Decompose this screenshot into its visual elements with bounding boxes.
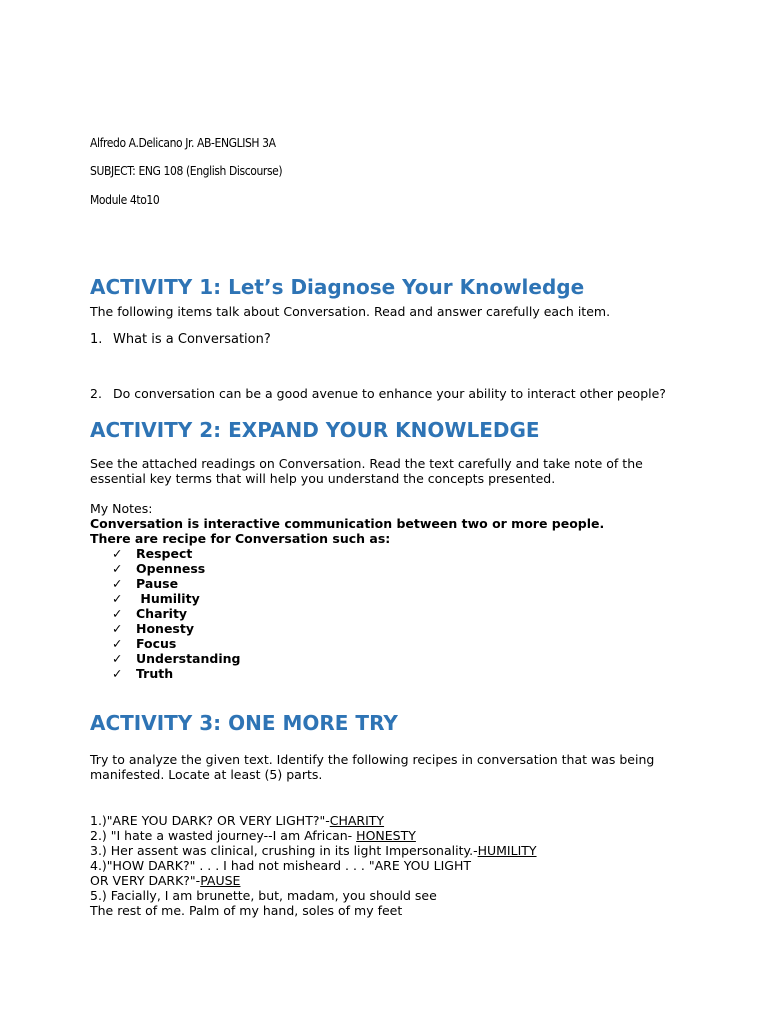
checkmark-icon: ✓ <box>112 606 123 621</box>
answer-label: PAUSE <box>200 873 241 888</box>
checkmark-icon: ✓ <box>112 561 123 576</box>
activity3-title: ACTIVITY 3: ONE MORE TRY <box>90 711 398 735</box>
list-item: ✓ Honesty <box>112 621 194 636</box>
checkmark-icon: ✓ <box>112 546 123 561</box>
list-item: ✓ Truth <box>112 666 174 681</box>
question-1 <box>90 332 271 348</box>
analysis-lines <box>90 813 537 918</box>
list-item: ✓ Humility <box>112 591 200 606</box>
text-line: The rest of me. Palm of my hand, soles of my feet <box>90 903 403 918</box>
activity3-intro: Try to analyze the given text. Identify the following recipes in conversation that was being manifested. Locate at least (5) parts. <box>90 752 655 782</box>
text-line: 4.)"HOW DARK?" . . . I had not misheard . . . "ARE YOU LIGHT <box>90 858 471 873</box>
checkmark-icon: ✓ <box>112 621 123 636</box>
answer-label: HUMILITY <box>477 843 537 858</box>
question-text: What is a Conversation? <box>113 332 271 347</box>
list-item: ✓ Respect <box>112 546 193 561</box>
checkmark-icon: ✓ <box>112 666 123 681</box>
question-number: 1. <box>90 332 103 347</box>
activity1-intro: The following items talk about Conversation. Read and answer carefully each item. <box>90 304 611 319</box>
text-line: 2.) "I hate a wasted journey--I am African- HONESTY <box>90 828 416 843</box>
list-item: ✓ Focus <box>112 636 177 651</box>
activity2-title: ACTIVITY 2: EXPAND YOUR KNOWLEDGE <box>90 418 540 442</box>
activity2-intro: See the attached readings on Conversation. Read the text carefully and take note of the essential key terms that will help you understand the concepts presented. <box>90 456 643 486</box>
answer-label: HONESTY <box>356 828 416 843</box>
list-item: ✓ Charity <box>112 606 188 621</box>
author-line: Alfredo A.Delicano Jr. AB-ENGLISH 3A <box>90 136 276 150</box>
text-line: 3.) Her assent was clinical, crushing in its light Impersonality.-HUMILITY <box>90 843 537 858</box>
question-2 <box>90 386 666 402</box>
recipe-intro: There are recipe for Conversation such as: <box>90 531 391 546</box>
text-line: OR VERY DARK?"-PAUSE <box>90 873 241 888</box>
subject-line: SUBJECT: ENG 108 (English Discourse) <box>90 164 283 178</box>
recipe-checklist <box>112 546 240 681</box>
conversation-definition: Conversation is interactive communication between two or more people. <box>90 516 605 531</box>
list-item: ✓ Pause <box>112 576 179 591</box>
checkmark-icon: ✓ <box>112 636 123 651</box>
question-text: Do conversation can be a good avenue to enhance your ability to interact other people? <box>113 386 666 401</box>
activity1-title: ACTIVITY 1: Let’s Diagnose Your Knowledge <box>90 275 585 299</box>
list-item: ✓ Understanding <box>112 651 241 666</box>
checkmark-icon: ✓ <box>112 651 123 666</box>
list-item: ✓ Openness <box>112 561 206 576</box>
checkmark-icon: ✓ <box>112 591 123 606</box>
module-line: Module 4to10 <box>90 193 160 207</box>
notes-label: My Notes: <box>90 501 153 516</box>
checkmark-icon: ✓ <box>112 576 123 591</box>
question-number: 2. <box>90 386 102 401</box>
answer-label: CHARITY <box>329 813 385 828</box>
text-line: 5.) Facially, I am brunette, but, madam, you should see <box>90 888 437 903</box>
text-line: 1.)"ARE YOU DARK? OR VERY LIGHT?"-CHARITY <box>90 813 385 828</box>
